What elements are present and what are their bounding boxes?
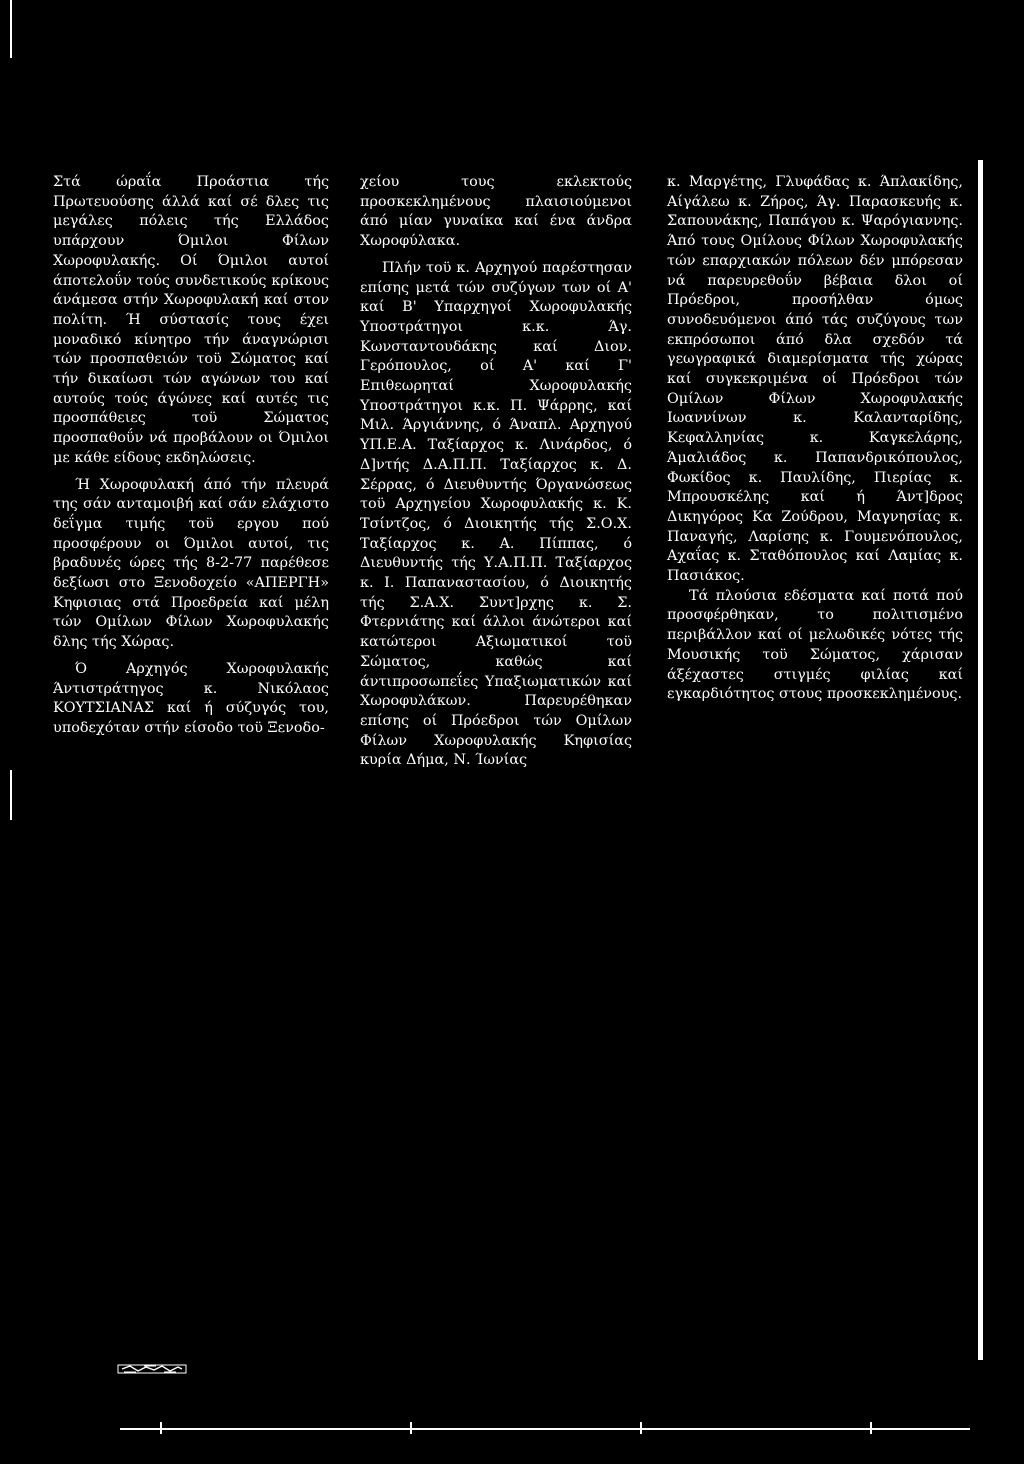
article-paragraph: Ή Χωροφυλακή άπό τήν πλευρά της σάν ανταμοιβή καί σάν ελάχιστο δεΐγμα τιμής τοϋ εργου πού προσφέρουν οι Όμιλοι αυτοί, τις βραδυνές ώρες τής 8-2-77 παρέθεσε δεξίωσι στο Ξενοδοχείο «ΑΠΕΡΓΗ» Κηφισιας στά Προεδρεία καί μέλη τών Ομίλων Φίλων Χωροφυλακής δλης τής Χώρας.: [53, 476, 329, 651]
scan-stamp-artifact: [116, 1362, 188, 1376]
article-paragraph: Τά πλούσια εδέσματα καί ποτά πού προσφέρθηκαν, το πολιτισμένο περιβάλλον καί οί μελωδικές νότες τής Μουσικής τοϋ Σώματος, χάρισαν άξέχαστες στιγμές φιλίας καί εγκαρδιότητος στους προσκεκλημένους.: [667, 587, 963, 703]
page-bottom-rule: [120, 1428, 970, 1430]
article-paragraph: Πλήν τοϋ κ. Αρχηγού παρέστησαν επίσης μετά τών συζύγων των οί Α' καί Β' Υπαρχηγοί Χωροφυλακής Υποστράτηγοι κ.κ. Άγ. Κωνσταντουδάκης καί Διον. Γερόπουλος, οί Α' καί Γ' Επιθεωρηταί Χωροφυλακής Υποστράτηγοι κ.κ. Π. Ψάρρης, καί Μιλ. Άργιάννης, ό Άναπλ. Αρχηγού ΥΠ.Ε.Α. Ταξίαρχος κ. Λινάρδος, ό Δ]ντής Δ.Α.Π.Π. Ταξίαρχος κ. Δ. Σέρρας, ό Διευθυντής Όργανώσεως τοϋ Αρχηγείου Χωροφυλακής κ. Κ. Τσίντζος, ό Διοικητής τής Σ.Ο.Χ. Ταξίαρχος κ. Α. Πίππας, ό Διευθυντής τής Υ.Α.Π.Π. Ταξίαρχος κ. I. Παπαναστασίου, ό Διοικητής τής Σ.Α.Χ. Συντ]ρχης κ. Σ. Φτερνιάτης καί άλλοι άνώτεροι καί κατώτεροι Αξιωματικοί τοϋ Σώματος, καθώς καί άντιπροσωπεΐες Υπαξιωματικών καί Χωροφυλάκων. Παρευρέθηκαν επίσης οί Πρόεδροι τών Ομίλων Φίλων Χωροφυλακής Κηφισίας κυρία Δήμα, Ν. Ίωνίας: [360, 259, 632, 769]
rule-tick: [640, 1422, 642, 1434]
article-column-2: [360, 173, 632, 771]
article-paragraph: κ. Μαργέτης, Γλυφάδας κ. Άπλακίδης, Αίγάλεω κ. Ζήρος, Άγ. Παρασκευής κ. Σαπουνάκης, Παπάγου κ. Ψαρόγιαννης. Άπό τους Ομίλους Φίλων Χωροφυλακής τών επαρχιακών πόλεων δέν μπόρεσαν νά παρευρεθοΰν βέβαια δλοι οί Πρόεδροι, προσήλθαν όμως συνοδευόμενοι άπό τάς συζύγους των εκπρόσωποι άπό δλα σχεδόν τά γεωγραφικά διαμερίσματα τής χώρας καί συγκεκριμένα οί Πρόεδροι τών Ομίλων Φίλων Χωροφυλακής Ιωαννίνων κ. Καλανταρίδης, Κεφαλληνίας κ. Καγκελάρης, Άμαλιάδος κ. Παπανδρικόπουλος, Φωκίδος κ. Παυλίδης, Πιερίας κ. Μπρουσκέλης καί ή Άντ]δρος Δικηγόρος Κα Ζούδρου, Μαγνησίας κ. Παναγής, Λαρίσης κ. Γουμενόπουλος, Αχαΐας κ. Σταθόπουλος καί Λαμίας κ. Πασιάκος.: [667, 174, 963, 585]
article-column-3: [667, 173, 963, 705]
scan-edge-mark: [10, 0, 12, 58]
scan-edge-mark: [10, 770, 12, 820]
page-right-border: [978, 160, 983, 1360]
rule-tick: [410, 1422, 412, 1434]
article-paragraph: Ό Αρχηγός Χωροφυλακής Άντιστράτηγος κ. Νικόλαος ΚΟΥΤΣΙΑΝΑΣ καί ή σύζυγός του, υποδεχόταν στήν είσοδο τοϋ Ξενοδο-: [53, 660, 329, 736]
rule-tick: [160, 1422, 162, 1434]
article-column-1: [53, 173, 329, 739]
article-paragraph: Στά ώραΐα Προάστια τής Πρωτευούσης άλλά καί σέ δλες τις μεγάλες πόλεις τής Ελλάδος υπάρχουν Όμιλοι Φίλων Χωροφυλακής. Οί Όμιλοι αυτοί άποτελοΰν τούς συνδετικούς κρίκους άνάμεσα στήν Χωροφυλακή καί στον πολίτη. Ή σύστασίς τους έχει μοναδικό κίνητρο τήν άναγνώρισι τών προσπαθειών τοϋ Σώματος καί τήν δικαίωσι τών αγώνων του καί αυτούς τούς άγώνες καί αυτές τις προσπάθειες τοϋ Σώματος προσπαθοΰν νά προβάλουν οι Όμιλοι με κάθε είδους εκδηλώσεις.: [53, 174, 329, 466]
article-paragraph: χείου τους εκλεκτούς προσκεκλημένους πλαισιούμενοι άπό μίαν γυναίκα καί ένα άνδρα Χωροφύλακα.: [360, 174, 632, 250]
rule-tick: [870, 1422, 872, 1434]
